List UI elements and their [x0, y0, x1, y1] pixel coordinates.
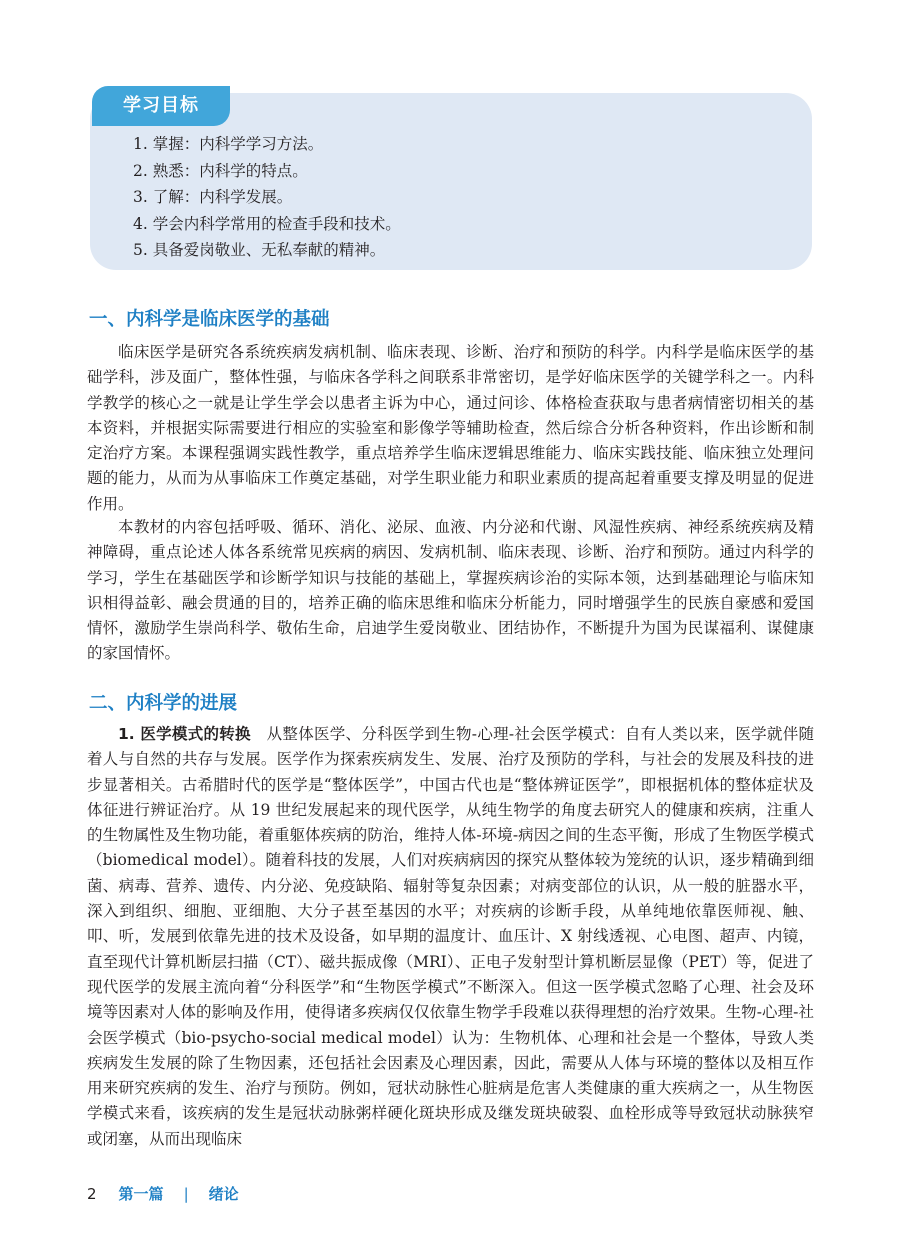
subsection-heading: 1. 医学模式的转换	[118, 725, 251, 743]
section-1-title: 一、内科学是临床医学的基础	[89, 309, 330, 330]
section-2-paragraph-1	[87, 722, 814, 1152]
learning-goals-list	[133, 131, 401, 264]
footer-part: 第一篇	[118, 1185, 164, 1203]
goal-item: 1. 掌握：内科学学习方法。	[133, 135, 324, 153]
section-1-paragraph-1: 临床医学是研究各系统疾病发病机制、临床表现、诊断、治疗和预防的科学。内科学是临床医学的基础学科，涉及面广，整体性强，与临床各学科之间联系非常密切，是学好临床医学的关键学科之一。内科学教学的核心之一就是让学生学会以患者主诉为中心，通过问诊、体格检查获取与患者病情密切相关的基本资料，并根据实际需要进行相应的实验室和影像学等辅助检查，然后综合分析各种资料，作出诊断和制定治疗方案。本课程强调实践性教学，重点培养学生临床逻辑思维能力、临床实践技能、临床独立处理问题的能力，从而为从事临床工作奠定基础，对学生职业能力和职业素质的提高起着重要支撑及明显的促进作用。	[87, 343, 814, 513]
footer-separator: |	[183, 1185, 189, 1203]
page-number: 2	[87, 1185, 97, 1203]
page-footer	[87, 1183, 239, 1204]
goal-item: 4. 学会内科学常用的检查手段和技术。	[133, 214, 401, 233]
goal-item: 5. 具备爱岗敬业、无私奉献的精神。	[133, 241, 386, 260]
section-1-paragraph-2: 本教材的内容包括呼吸、循环、消化、泌尿、血液、内分泌和代谢、风湿性疾病、神经系统疾病及精神障碍，重点论述人体各系统常见疾病的病因、发病机制、临床表现、诊断、治疗和预防。通过内科学的学习，学生在基础医学和诊断学知识与技能的基础上，掌握疾病诊治的实际本领，达到基础理论与临床知识相得益彰、融会贯通的目的，培养正确的临床思维和临床分析能力，同时增强学生的民族自豪感和爱国情怀，激励学生崇尚科学、敬佑生命，启迪学生爱岗敬业、团结协作，不断提升为国为民谋福利、谋健康的家国情怀。	[87, 518, 814, 663]
goal-item: 3. 了解：内科学发展。	[133, 188, 293, 207]
footer-chapter: 绪论	[208, 1185, 239, 1203]
goal-item: 2. 熟悉：内科学的特点。	[133, 161, 308, 180]
learning-goals-tab: 学习目标	[92, 86, 230, 126]
section-2-title: 二、内科学的进展	[89, 693, 238, 714]
section-2-paragraph-text: 从整体医学、分科医学到生物-心理-社会医学模式：自有人类以来，医学就伴随着人与自然的共存与发展。医学作为探索疾病发生、发展、治疗及预防的学科，与社会的发展及科技的进步显著相关。古希腊时代的医学是“整体医学”，中国古代也是“整体辨证医学”，即根据机体的整体症状及体征进行辨证治疗。从 19 世纪发展起来的现代医学，从纯生物学的角度去研究人的健康和疾病，注重人的生物属性及生物功能，着重躯体疾病的防治，维持人体-环境-病因之间的生态平衡，形成了生物医学模式（biomedical model）。随着科技的发展，人们对疾病病因的探究从整体较为笼统的认识，逐步精确到细菌、病毒、营养、遗传、内分泌、免疫缺陷、辐射等复杂因素；对病变部位的认识，从一般的脏器水平，深入到组织、细胞、亚细胞、大分子甚至基因的水平；对疾病的诊断手段，从单纯地依靠医师视、触、叩、听，发展到依靠先进的技术及设备，如早期的温度计、血压计、X 射线透视、心电图、超声、内镜，直至现代计算机断层扫描（CT）、磁共振成像（MRI）、正电子发射型计算机断层显像（PET）等，促进了现代医学的发展主流向着“分科医学”和“生物医学模式”不断深入。但这一医学模式忽略了心理、社会及环境等因素对人体的影响及作用，使得诸多疾病仅仅依靠生物学手段难以获得理想的治疗效果。生物-心理-社会医学模式（bio-psycho-social medical model）认为：生物机体、心理和社会是一个整体，导致人类疾病发生发展的除了生物因素，还包括社会因素及心理因素，因此，需要从人体与环境的整体以及相互作用来研究疾病的发生、治疗与预防。例如，冠状动脉性心脏病是危害人类健康的重大疾病之一，从生物医学模式来看，该疾病的发生是冠状动脉粥样硬化斑块形成及继发斑块破裂、血栓形成等导致冠状动脉狭窄或闭塞，从而出现临床	[87, 725, 814, 1148]
